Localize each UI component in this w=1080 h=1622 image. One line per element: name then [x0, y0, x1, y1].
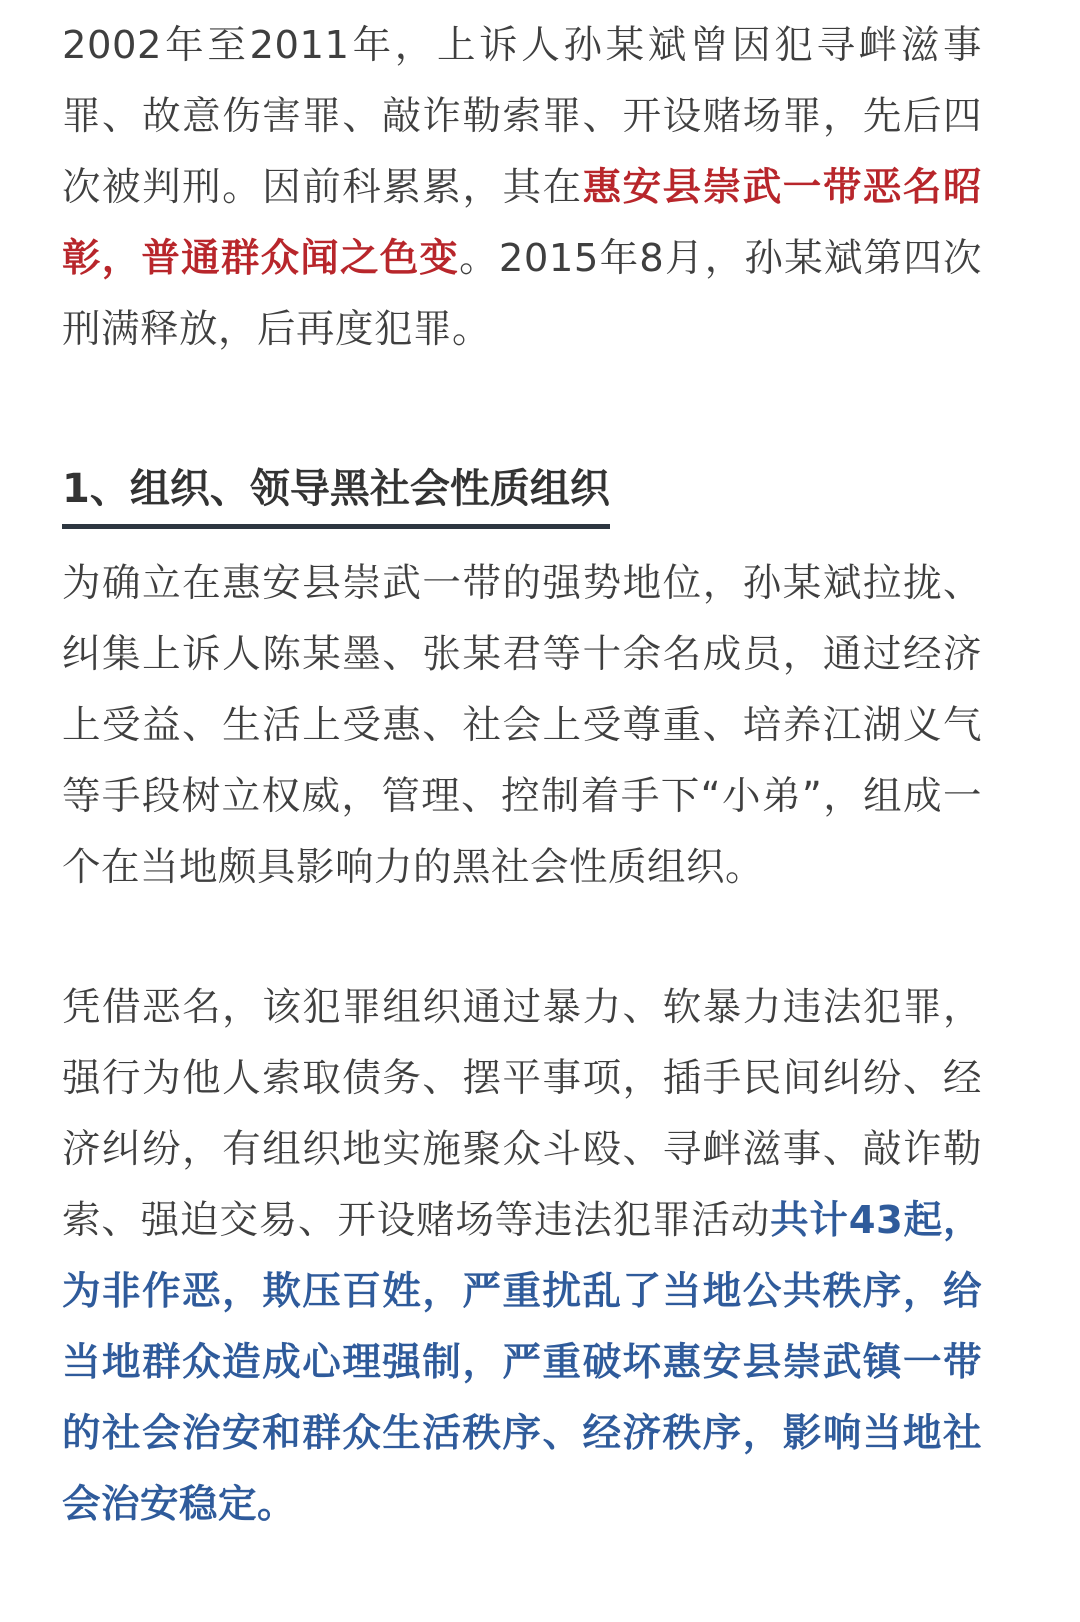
highlight-red-text: 惠安县崇武一带恶名昭彰，普通群众闻之色变 — [62, 165, 982, 281]
paragraph-organization: 为确立在惠安县崇武一带的强势地位，孙某斌拉拢、纠集上诉人陈某墨、张某君等十余名成员，通过经济上受益、生活上受惠、社会上受尊重、培养江湖义气等手段树立权威，管理、控制着手下“小弟”，组成一个在当地颇具影响力的黑社会性质组织。 — [62, 561, 982, 890]
paragraph-text: 。2015年8月，孙某斌第四次刑满释放，后再度犯罪。 — [62, 236, 982, 352]
paragraph-criminal-record — [62, 10, 982, 365]
paragraph-text: 凭借恶名，该犯罪组织通过暴力、软暴力违法犯罪，强行为他人索取债务、摆平事项，插手民间纠纷、经济纠纷，有组织地实施聚众斗殴、寻衅滋事、敲诈勒索、强迫交易、开设赌场等违法犯罪活动 — [62, 985, 982, 1243]
paragraph-crimes — [62, 972, 982, 1540]
paragraph-text: 2002年至2011年，上诉人孙某斌曾因犯寻衅滋事罪、故意伤害罪、敲诈勒索罪、开设赌场罪，先后四次被判刑。因前科累累，其在 — [62, 23, 982, 210]
section-heading: 1、组织、领导黑社会性质组织 — [62, 460, 610, 529]
highlight-blue-text: 共计43起，为非作恶，欺压百姓，严重扰乱了当地公共秩序，给当地群众造成心理强制，严重破坏惠安县崇武镇一带的社会治安和群众生活秩序、经济秩序，影响当地社会治安稳定。 — [62, 1198, 982, 1527]
